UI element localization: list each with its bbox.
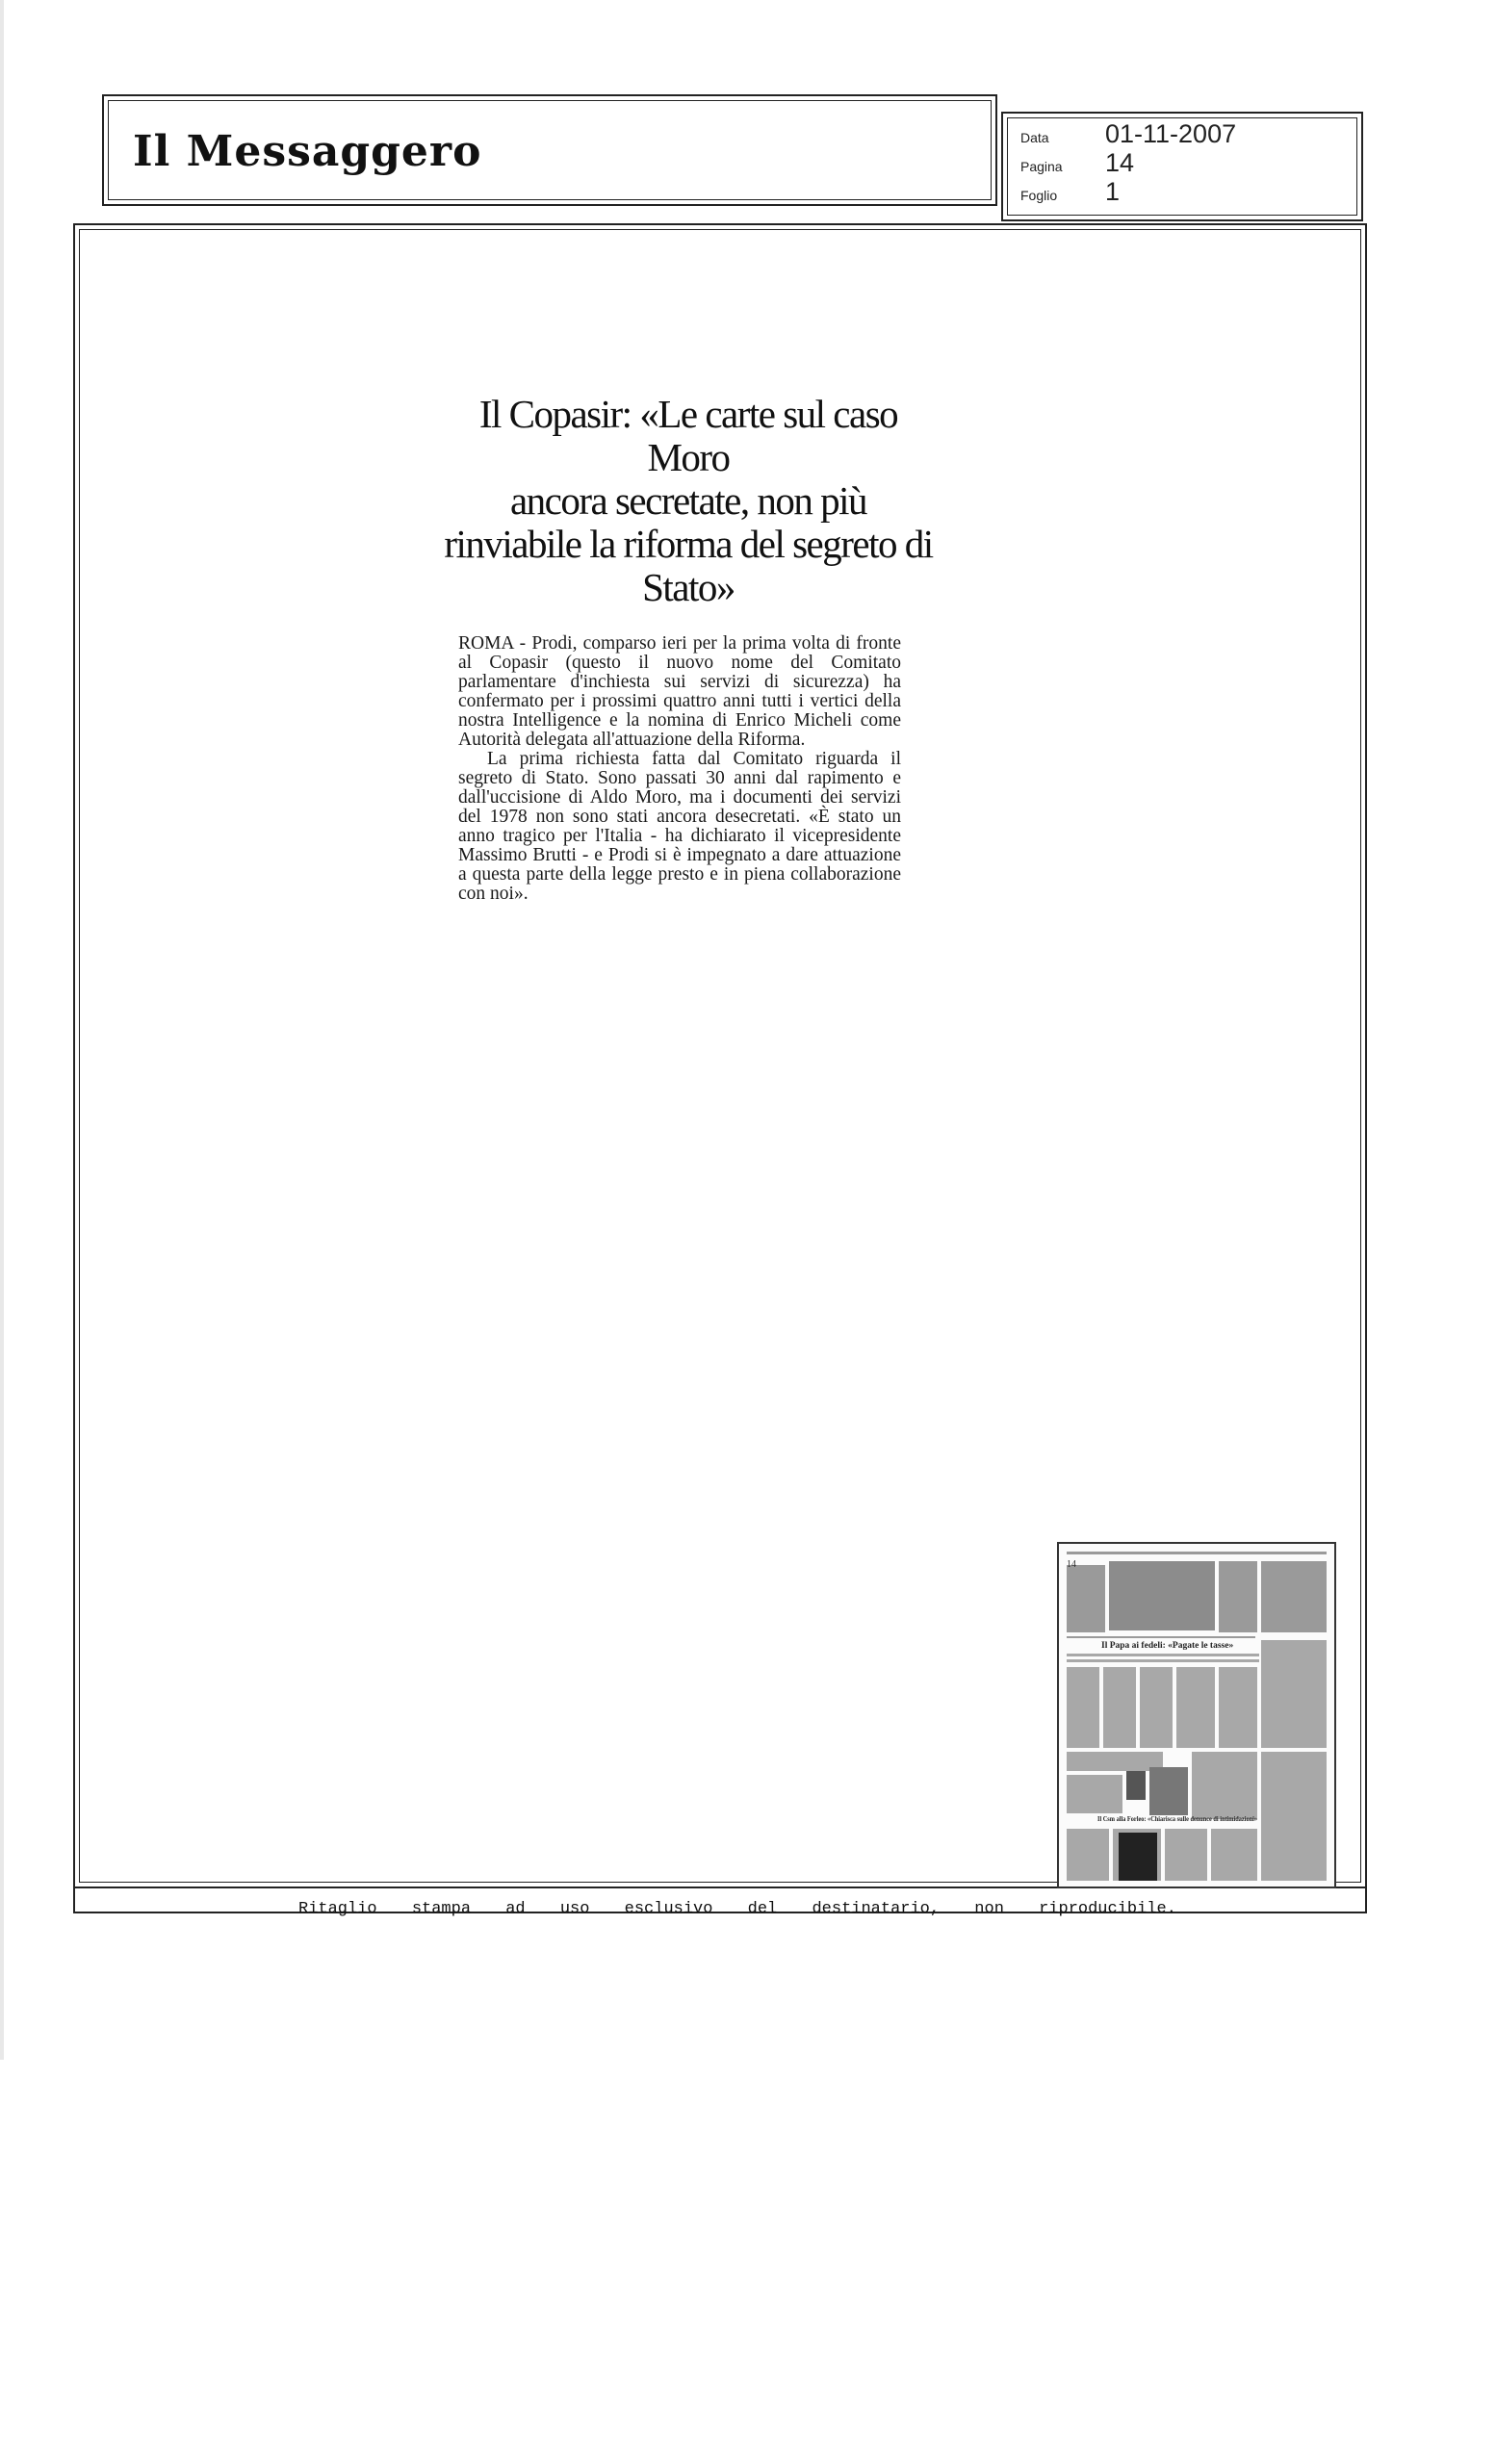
- page-value: 14: [1105, 148, 1135, 177]
- scan-edge-shadow: [0, 0, 4, 2060]
- sheet-label: Foglio: [1020, 188, 1058, 203]
- article-headline: [443, 393, 934, 609]
- masthead-box: [102, 94, 997, 206]
- page-label: Pagina: [1020, 159, 1063, 174]
- date-value: 01-11-2007: [1105, 119, 1237, 148]
- newspaper-page-thumbnail: [1057, 1542, 1336, 1888]
- date-label: Data: [1020, 130, 1049, 145]
- headline-line-1: Il Copasir: «Le carte sul caso Moro: [478, 392, 898, 479]
- article: [443, 393, 934, 904]
- thumbnail-headline-2: Il Csm alla Forleo: «Chiarisca sulle denunce di intimidazioni»: [1097, 1815, 1258, 1823]
- clipping-metadata-box: [1001, 112, 1363, 221]
- page-row: [1020, 148, 1134, 178]
- thumbnail-page-number: 14: [1067, 1559, 1076, 1570]
- sheet-row: [1020, 177, 1120, 207]
- headline-line-3: rinviabile la riforma del segreto di Stato»: [444, 522, 933, 609]
- sheet-value: 1: [1105, 177, 1121, 206]
- article-paragraph-2: La prima richiesta fatta dal Comitato riguarda il segreto di Stato. Sono passati 30 anni dal rapimento e dall'uccisione di Aldo Moro, ma i documenti dei servizi del 1978 non sono stati ancora desecretati. «È stato un anno tragico per l'Italia - ha dichiarato il vicepresidente Massimo Brutti - e Prodi si è impegnato a dare attuazione a questa parte della legge presto e in piena collaborazione con noi».: [458, 749, 901, 904]
- article-paragraph-1: ROMA - Prodi, comparso ieri per la prima volta di fronte al Copasir (questo il nuovo nome del Comitato parlamentare d'inchiesta sui servizi di sicurezza) ha confermato per i prossimi quattro anni tutti i vertici della nostra Intelligence e la nomina di Enrico Micheli come Autorità delegata all'attuazione della Riforma.: [458, 633, 901, 750]
- article-body: [458, 634, 901, 904]
- masthead-logo: Il Messaggero: [133, 127, 482, 176]
- thumbnail-headline-1: Il Papa ai fedeli: «Pagate le tasse»: [1101, 1641, 1234, 1651]
- thumbnail-page-image: [1059, 1544, 1334, 1886]
- headline-line-2: ancora secretate, non più: [509, 478, 867, 523]
- footer-notice: Ritaglio stampa ad uso esclusivo del destinatario, non riproducibile.: [298, 1900, 1176, 1918]
- date-row: [1020, 119, 1236, 149]
